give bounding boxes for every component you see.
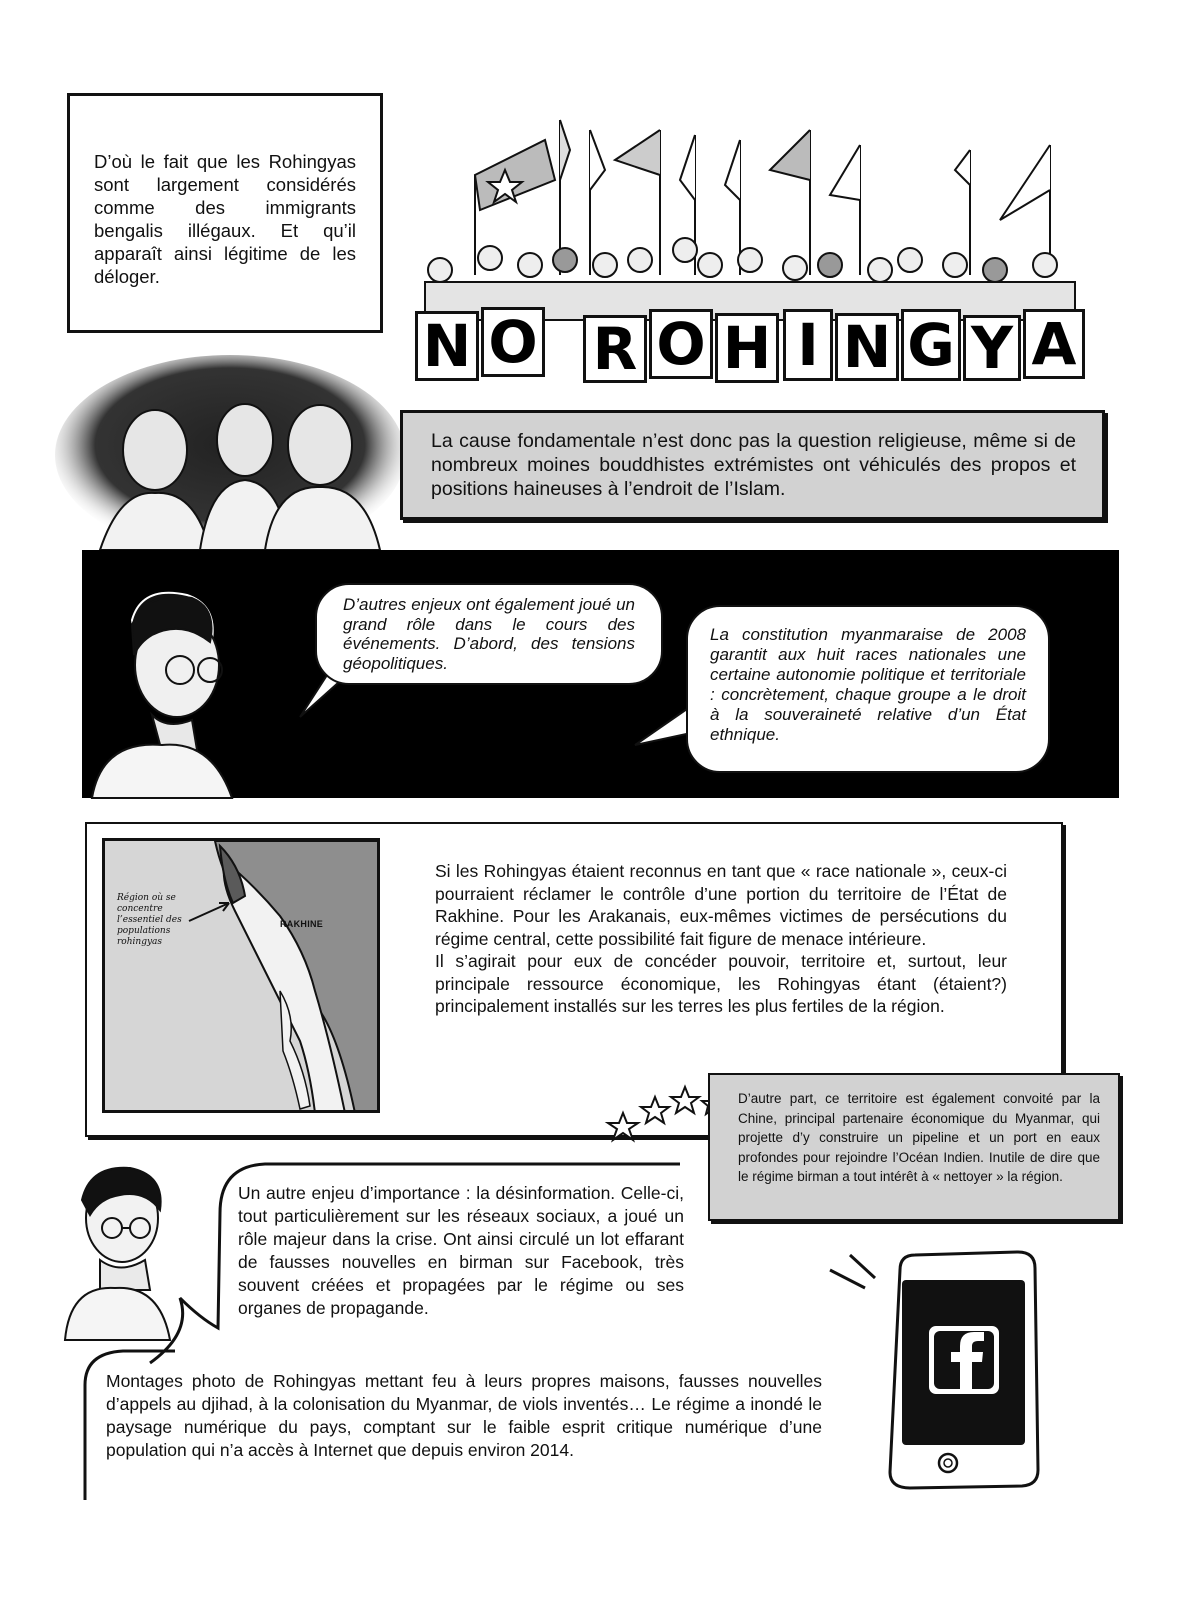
rakhine-text-block: [435, 860, 1007, 1018]
banner-letter: H: [715, 313, 779, 383]
banner-letter: I: [783, 309, 833, 381]
phone-illustration: [810, 1250, 1050, 1490]
caption-box-illegal-immigrants: [67, 93, 383, 333]
caption-box-china: [708, 1073, 1120, 1221]
bubble-text: La constitution myanmaraise de 2008 garantit aux huit races nationales une certaine autonomie politique et territoriale : concrètement, chaque groupe a le droit à la souveraineté relative d’un État ethnique.: [710, 625, 1026, 744]
banner-letter: Y: [963, 315, 1021, 381]
narrator-character: [92, 580, 242, 798]
map-frame: [102, 838, 380, 1113]
banner-letter: A: [1023, 309, 1085, 379]
star-icon: [608, 1113, 638, 1140]
speech-disinformation: [238, 1182, 684, 1320]
speech-bubble-constitution: [686, 605, 1050, 773]
no-rohingya-banner: [415, 305, 1085, 383]
map-annotation-text: Région où se concentre l’essentiel des populations rohingyas: [117, 893, 182, 947]
star-icon: [641, 1097, 669, 1123]
banner-letter: R: [583, 315, 647, 383]
facebook-icon: [928, 1325, 1000, 1395]
banner-letter: G: [901, 309, 961, 381]
caption-text: La cause fondamentale n’est donc pas la question religieuse, même si de nombreux moines bouddhistes extrémistes ont véhiculés des propos et positions haineuses à l’endroit de l’Islam.: [431, 430, 1076, 500]
caption-box-religious-cause: [400, 410, 1105, 520]
arrow-icon: [185, 897, 235, 927]
banner-letter: N: [415, 311, 479, 381]
speech-text: Un autre enjeu d’importance : la désinformation. Celle-ci, tout particulièrement sur les réseaux sociaux, a joué un rôle majeur dans la crise. Ont ainsi circulé un lot effarant de fausses nouvelles en birman sur Facebook, très souvent créées et propagées par le régime ou ses organes de propagande.: [238, 1183, 684, 1318]
rakhine-paragraph-2: Il s’agirait pour eux de concéder pouvoir, territoire et, surtout, leur principale ressource économique, les Rohingyas étant (étaient?) principalement installés sur les terres les plus fertiles de la région.: [435, 951, 1007, 1016]
bubble-text: D’autres enjeux ont également joué un grand rôle dans le cours des événements. D’abord, des tensions géopolitiques.: [343, 595, 635, 673]
banner-letter: O: [649, 309, 713, 379]
map-label-rakhine: RAKHINE: [280, 919, 324, 929]
rakhine-paragraph-1: Si les Rohingyas étaient reconnus en tant que « race nationale », ceux-ci pourraient réclamer le contrôle d’une portion du territoire de l’État de Rakhine. Pour les Arakanais, eux-mêmes victimes de persécutions du régime central, cette possibilité fait figure de menace intérieure.: [435, 861, 1007, 949]
caption-text: D’autre part, ce territoire est également convoité par la Chine, principal partenaire économique du Myanmar, qui projette d’y construire un pipeline et un port en eaux profondes pour rejoindre l’Océan Indien. Inutile de dire que le régime birman a tout intérêt à « nettoyer » la région.: [738, 1091, 1100, 1184]
narration-text: Montages photo de Rohingyas mettant feu à leurs propres maisons, fausses nouvelles d’appels au djihad, à la colonisation du Myanmar, de viols inventés… Le régime a inondé le paysage numérique du pays, comptant sur le faible esprit critique numérique d’une population qui n’a accès à Internet que depuis environ 2014.: [106, 1371, 822, 1460]
speech-bubble-geopolitics: [315, 583, 663, 685]
star-icon: [671, 1087, 699, 1113]
protest-crowd-illustration: [410, 100, 1090, 320]
monks-illustration: [60, 365, 400, 550]
banner-letter: O: [481, 307, 545, 377]
banner-letter: N: [835, 313, 899, 381]
caption-text: D’où le fait que les Rohingyas sont largement considérés comme des immigrants bengalis illégaux. Et qu’il apparaît ainsi légitime de les déloger.: [94, 151, 356, 287]
narration-fake-news: [106, 1370, 822, 1462]
rakhine-map: [105, 841, 380, 1113]
